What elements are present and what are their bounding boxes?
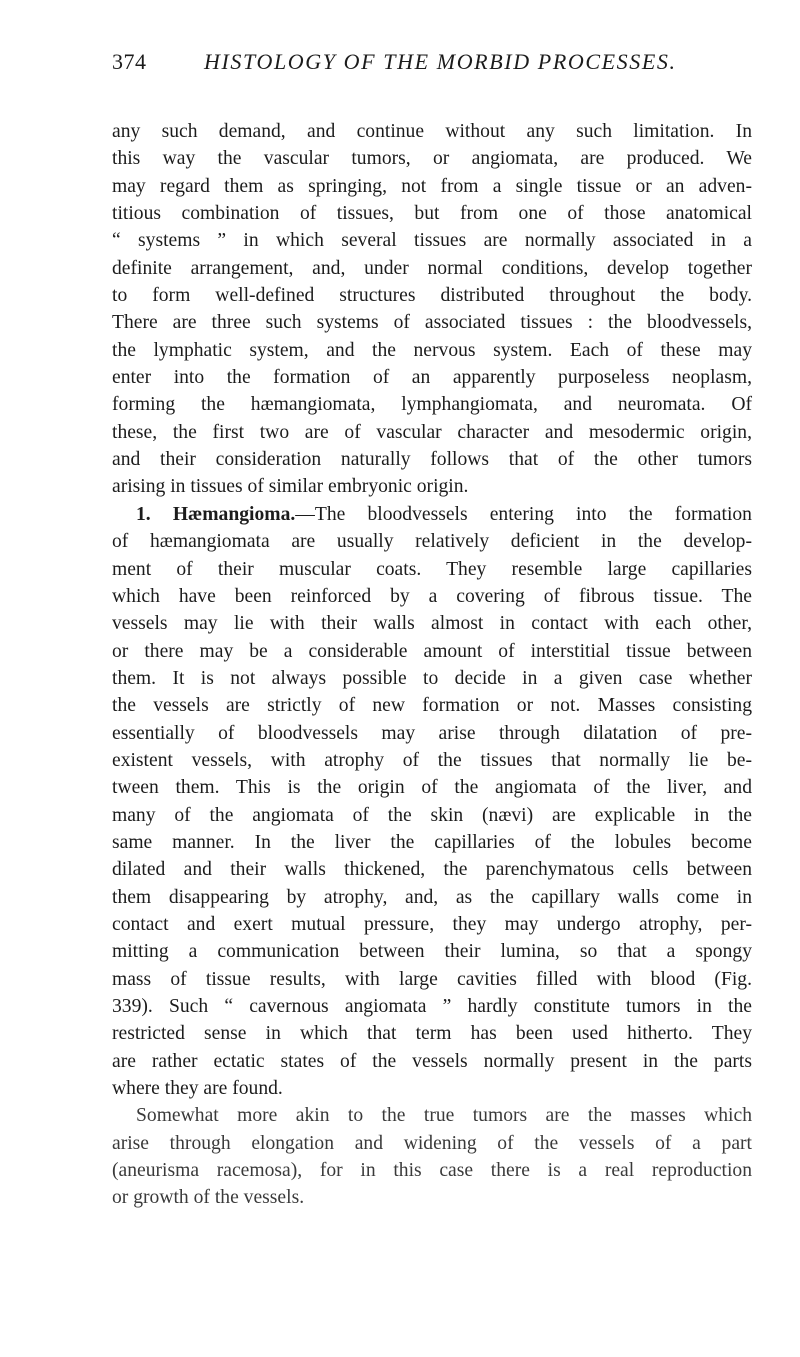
text-line: Somewhat more akin to the true tumors are the masses which <box>136 1105 752 1127</box>
text-line: them disappearing by atrophy, and, as the capillary walls come in <box>112 886 752 908</box>
text-line: vessels may lie with their walls almost in contact with each other, <box>112 613 752 635</box>
paragraph-systems <box>112 118 752 501</box>
section-first-line-text: —The bloodvessels entering into the formation <box>295 503 752 525</box>
running-title: HISTOLOGY OF THE MORBID PROCESSES. <box>204 49 677 74</box>
text-line: existent vessels, with atrophy of the tissues that normally lie be- <box>112 749 752 771</box>
text-line: definite arrangement, and, under normal conditions, develop together <box>112 257 752 279</box>
section-heading: 1. Hæmangioma. <box>136 503 296 525</box>
text-line: of hæmangiomata are usually relatively deficient in the develop- <box>112 531 752 553</box>
text-line: where they are found. <box>112 1078 283 1100</box>
text-line: or growth of the vessels. <box>112 1187 305 1209</box>
text-line: “ systems ” in which several tissues are normally associated in a <box>112 230 752 252</box>
text-line: which have been reinforced by a covering of fibrous tissue. The <box>112 585 752 607</box>
text-line: (aneurisma racemosa), for in this case there is a real reproduction <box>112 1160 752 1182</box>
text-line: contact and exert mutual pressure, they may undergo atrophy, per- <box>112 913 752 935</box>
page-number: 374 <box>112 49 147 74</box>
text-line: may regard them as springing, not from a single tissue or an adven- <box>112 175 752 197</box>
text-line: tween them. This is the origin of the angiomata of the liver, and <box>112 777 752 799</box>
text-line: any such demand, and continue without any such limitation. In <box>112 121 752 142</box>
text-line: and their consideration naturally follows that of the other tumors <box>112 449 752 471</box>
text-line: mass of tissue results, with large cavities filled with blood (Fig. <box>112 968 752 990</box>
text-line: this way the vascular tumors, or angiomata, are produced. We <box>112 148 752 170</box>
text-line: mitting a communication between their lumina, so that a spongy <box>112 941 752 963</box>
text-line: these, the first two are of vascular character and mesodermic origin, <box>112 421 752 443</box>
text-line: are rather ectatic states of the vessels normally present in the parts <box>112 1050 752 1072</box>
text-line: many of the angiomata of the skin (nævi) are explicable in the <box>112 804 752 826</box>
text-line: same manner. In the liver the capillaries of the lobules become <box>112 831 752 853</box>
text-line: dilated and their walls thickened, the parenchymatous cells between <box>112 859 752 881</box>
body-text <box>112 118 752 1212</box>
text-line: titious combination of tissues, but from one of those anatomical <box>112 203 752 225</box>
text-line: to form well-defined structures distributed throughout the body. <box>112 285 752 307</box>
page-header <box>112 49 752 79</box>
text-line: or there may be a considerable amount of interstitial tissue between <box>112 640 752 662</box>
text-line: arise through elongation and widening of the vessels of a part <box>112 1132 752 1154</box>
text-line: essentially of bloodvessels may arise through dilatation of pre- <box>112 722 752 744</box>
text-line: restricted sense in which that term has been used hitherto. They <box>112 1023 752 1045</box>
text-line: the lymphatic system, and the nervous system. Each of these may <box>112 339 752 361</box>
section-first-line <box>112 501 752 528</box>
paragraph-aneurisma <box>112 1102 752 1211</box>
text-line: enter into the formation of an apparently purposeless neoplasm, <box>112 367 752 389</box>
text-line: forming the hæmangiomata, lymphangiomata, and neuromata. Of <box>112 394 752 416</box>
text-line: them. It is not always possible to decide in a given case whether <box>112 667 752 689</box>
text-line: arising in tissues of similar embryonic origin. <box>112 476 469 498</box>
text-line: There are three such systems of associated tissues : the bloodvessels, <box>112 312 752 334</box>
text-line: ment of their muscular coats. They resemble large capillaries <box>112 558 752 580</box>
text-line: 339). Such “ cavernous angiomata ” hardly constitute tumors in the <box>112 996 752 1017</box>
text-line: the vessels are strictly of new formation or not. Masses consisting <box>112 695 752 717</box>
section-haemangioma <box>112 501 752 1103</box>
